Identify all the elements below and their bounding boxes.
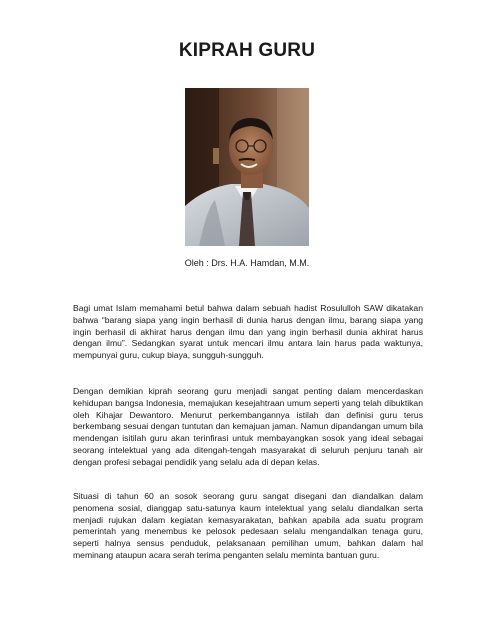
paragraph-1: Bagi umat Islam memahami betul bahwa dalam sebuah hadist Rosululloh SAW dikatakan bahwa “barang siapa yang ingin berhasil di dunia harus dengan ilmu, barang siapa yang ingin berhasil di akhirat harus dengan ilmu dan yang ingin berhasil dunia akhirat harus dengan ilmu”. Sedangkan syarat untuk mencari ilmu antara lain harus pada waktunya, mempunyai guru, cukup biaya, sungguh-sungguh. bbox=[73, 303, 423, 361]
page-title: KIPRAH GURU bbox=[178, 40, 316, 61]
author-byline: Oleh : Drs. H.A. Hamdan, M.M. bbox=[184, 258, 310, 268]
paragraph-2: Dengan demikian kiprah seorang guru menjadi sangat penting dalam mencerdaskan kehidupan bangsa Indonesia, memajukan kesejahtraan umum seperti yang telah dibuktikan oleh Kihajar Dewantoro. Menurut perkembangannya istilah dan definisi guru terus berkembang sesuai dengan tuntutan dan kemajuan jaman. Namun dipandangan umum bila mendengan isitilah guru akan terinfirasi untuk membayangkan sosok yang ideal sebagai seorang intelektual yang ada ditengah-tengah masyarakat di seluruh penjuru tanah air dengan profesi sebagai pendidik yang selalu ada di depan kelas. bbox=[73, 386, 423, 467]
author-photo bbox=[185, 88, 309, 246]
paragraph-3: Situasi di tahun 60 an sosok seorang guru sangat disegani dan diandalkan dalam penomena sosial, dianggap satu-satunya kaum intelektual yang selalu diandalkan serta menjadi rujukan dalam kegiatan kemasyarakatan, bahkan apabila ada suatu program pemerintah yang menembus ke pelosok pedesaan selalu mengandalkan tenaga guru, seperti halnya sensus penduduk, pelaksanaan pemilihan umum, bahkan dalam hal meminang ataupun acara serah terima penganten selalu meminta bantuan guru. bbox=[73, 491, 423, 560]
